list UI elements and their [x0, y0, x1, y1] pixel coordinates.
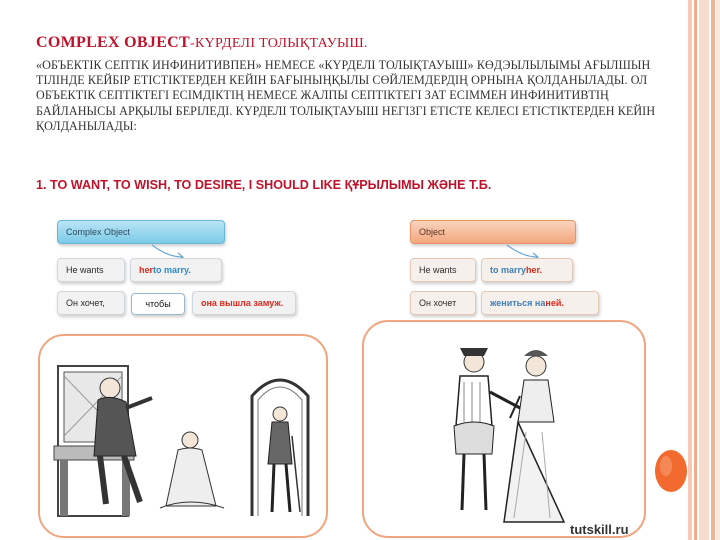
body-paragraph: «ОБЪЕКТІК СЕПТІК ИНФИНИТИВПЕН» НЕМЕСЕ «КҮРДЕЛІ ТОЛЫҚТАУЫШ» КӨДЭЫЛЫЛЫМЫ АҒЫЛШЫН ТІЛІНДЕ КЕЙБІР ЕТІСТІКТЕРДЕН КЕЙІН БАҒЫНЫҢҚЫЛЫ СӨЙЛЕМДЕРДІҢ ОРНЫНА ҚОЛДАНЫЛАДЫ. ОЛ ОБЪЕКТІК СЕПТІКТЕГІ ЕСІМДІКТІҢ НЕМЕСЕ ЖАЛПЫ СЕПТІКТЕГІ ЗАТ ЕСІММЕН ИНФИНИТИВТІҢ БАЙЛАНЫСЫ АРҚЫЛЫ БЕРІЛЕДІ. КҮРДЕЛІ ТОЛЫҚТАУЫШ НЕГІЗГІ ЕТІСТЕ КЕЛЕСІ ЕТІСТІКТЕРДЕН КЕЙІН ҚОЛДАНЫЛАДЫ: [36, 58, 656, 133]
zhenitsya-na-nei-box [481, 291, 599, 315]
object-word: ней. [545, 298, 564, 308]
orange-circle-highlight [660, 456, 672, 476]
to-marry-her-box [481, 258, 573, 282]
decor-stripe [688, 0, 692, 540]
on-hochet-box: Он хочет [410, 291, 476, 315]
examples-line: 1. TO WANT, TO WISH, TO DESIRE, I SHOULD LIKE ҚҰРЫЛЫМЫ ЖӘНЕ Т.Б. [36, 178, 492, 192]
title-rest: -КҮРДЕЛІ ТОЛЫҚТАУЫШ. [190, 36, 368, 51]
sketch-image [364, 322, 644, 536]
infinitive-phrase: to marry [490, 265, 527, 275]
decor-stripe [699, 0, 709, 540]
he-wants-box: He wants [410, 258, 476, 282]
decor-stripe [716, 0, 720, 540]
sketch-image [40, 336, 326, 536]
decor-stripe [711, 0, 715, 540]
object-word: her. [526, 265, 543, 275]
ona-vyshla-zamuzh-box [192, 291, 296, 315]
object-header: Object [410, 220, 576, 244]
illustration-king-and-woman [38, 334, 328, 538]
chtoby-box: чтобы [131, 293, 185, 315]
infinitive-phrase: to marry. [153, 265, 191, 275]
illustration-couple [362, 320, 646, 538]
her-to-marry-box [130, 258, 222, 282]
complex-object-header: Complex Object [57, 220, 225, 244]
title-main: COMPLEX OBJECT [36, 34, 190, 51]
infinitive-phrase: жениться на [490, 298, 546, 308]
he-wants-box: He wants [57, 258, 125, 282]
slide-title [36, 34, 368, 52]
on-hochet-box: Он хочет, [57, 291, 125, 315]
object-word: her [139, 265, 154, 275]
decor-stripe [694, 0, 697, 540]
watermark-text: tutskill.ru [570, 522, 629, 537]
clause-text: она вышла замуж. [201, 298, 284, 308]
